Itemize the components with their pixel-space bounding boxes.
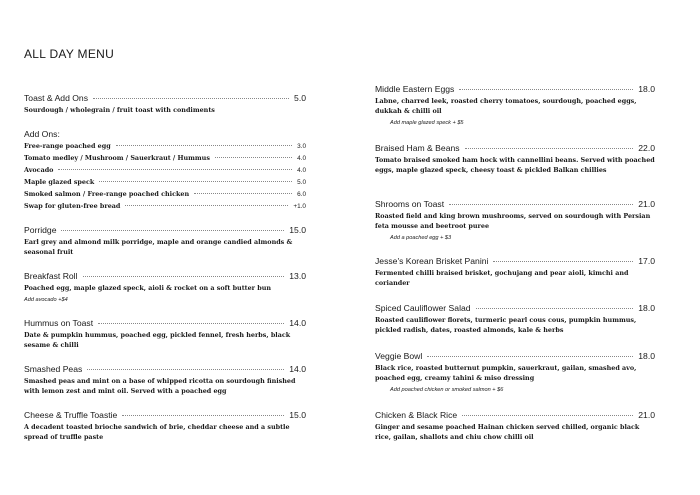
addon-price: 6.0: [297, 191, 306, 198]
addon-name: Smoked salmon / Free-range poached chicken: [24, 190, 190, 198]
addon-row: [24, 142, 306, 150]
item-name: Shrooms on Toast: [375, 199, 445, 209]
leader-dots: [125, 205, 288, 206]
item-name: Smashed Peas: [24, 364, 83, 374]
item-price: 5.0: [294, 93, 306, 103]
item-price: 21.0: [638, 410, 655, 420]
addon-price: 4.0: [297, 167, 306, 174]
page-title: ALL DAY MENU: [24, 47, 115, 61]
item-price: 15.0: [289, 410, 306, 420]
addon-row: [24, 154, 306, 162]
addon-price: 5.0: [297, 179, 306, 186]
leader-dots: [93, 98, 289, 99]
item-name: Breakfast Roll: [24, 271, 78, 281]
menu-item-veggie-bowl: [375, 351, 655, 393]
leader-dots: [98, 323, 284, 324]
leader-dots: [493, 261, 633, 262]
addon-row: [24, 166, 306, 174]
menu-item-korean-brisket-panini: [375, 256, 655, 288]
leader-dots: [449, 204, 633, 205]
menu-item-hummus-toast: [24, 318, 306, 350]
item-price: 17.0: [638, 256, 655, 266]
addon-name: Free-range poached egg: [24, 142, 111, 150]
item-description: Sourdough / wholegrain / fruit toast with condiments: [24, 106, 215, 114]
addons-title: Add Ons:: [24, 129, 60, 139]
item-price: 18.0: [638, 351, 655, 361]
leader-dots: [116, 145, 292, 146]
item-name: Middle Eastern Eggs: [375, 84, 455, 94]
left-column: [24, 0, 306, 495]
item-description: Tomato braised smoked ham hock with cannellini beans. Served with poached eggs, maple glazed speck, cheesy toast & pickled Balkan chillies: [375, 156, 655, 174]
leader-dots: [87, 369, 284, 370]
leader-dots: [61, 230, 284, 231]
menu-item-middle-eastern-eggs: [375, 84, 655, 126]
item-price: 22.0: [638, 143, 655, 153]
addon-row: [24, 202, 306, 210]
item-name: Hummus on Toast: [24, 318, 94, 328]
item-price: 18.0: [638, 303, 655, 313]
leader-dots: [99, 181, 292, 182]
leader-dots: [465, 148, 634, 149]
leader-dots: [58, 169, 292, 170]
menu-item-smashed-peas: [24, 364, 306, 396]
menu-item-toast: [24, 93, 306, 115]
leader-dots: [215, 157, 292, 158]
menu-item-braised-ham-beans: [375, 143, 655, 175]
right-column: [375, 0, 655, 495]
item-description: Ginger and sesame poached Hainan chicken served chilled, organic black rice, gailan, shallots and chiu chow chilli oil: [375, 423, 640, 441]
addon-row: [24, 190, 306, 198]
menu-item-chicken-black-rice: [375, 410, 655, 442]
addon-price: +1.0: [293, 203, 306, 210]
item-name: Braised Ham & Beans: [375, 143, 460, 153]
item-price: 21.0: [638, 199, 655, 209]
addon-name: Maple glazed speck: [24, 178, 95, 186]
addon-name: Avocado: [24, 166, 54, 174]
addon-name: Swap for gluten-free bread: [24, 202, 121, 210]
item-price: 14.0: [289, 364, 306, 374]
addon-name: Tomato medley / Mushroom / Sauerkraut / Hummus: [24, 154, 210, 162]
item-description: Fermented chilli braised brisket, gochujang and pear aioli, kimchi and coriander: [375, 269, 629, 287]
item-description: Roasted field and king brown mushrooms, served on sourdough with Persian feta mousse and beetroot puree: [375, 212, 651, 230]
menu-item-cheese-truffle-toastie: [24, 410, 306, 442]
item-addon-note: Add poached chicken or smoked salmon + $6: [390, 387, 504, 393]
leader-dots: [459, 89, 633, 90]
menu-item-spiced-cauliflower-salad: [375, 303, 655, 335]
item-name: Toast & Add Ons: [24, 93, 89, 103]
leader-dots: [462, 415, 633, 416]
item-description: Earl grey and almond milk porridge, maple and orange candied almonds & seasonal fruit: [24, 238, 293, 256]
item-price: 14.0: [289, 318, 306, 328]
item-description: Date & pumpkin hummus, poached egg, pickled fennel, fresh herbs, black sesame & chilli: [24, 331, 291, 349]
item-name: Porridge: [24, 225, 57, 235]
leader-dots: [476, 308, 634, 309]
item-name: Veggie Bowl: [375, 351, 423, 361]
leader-dots: [194, 193, 292, 194]
item-description: Labne, charred leek, roasted cherry tomatoes, sourdough, poached eggs, dukkah & chilli oil: [375, 97, 637, 115]
item-addon-note: Add a poached egg + $3: [390, 235, 452, 241]
item-addon-note: Add maple glazed speck + $5: [390, 120, 464, 126]
item-name: Jesse's Korean Brisket Panini: [375, 256, 489, 266]
leader-dots: [122, 415, 284, 416]
addon-price: 3.0: [297, 143, 306, 150]
item-description: Black rice, roasted butternut pumpkin, sauerkraut, gailan, smashed avo, poached egg, creamy tahini & miso dressing: [375, 364, 637, 382]
leader-dots: [427, 356, 633, 357]
item-description: Roasted cauliflower florets, turmeric pearl cous cous, pumpkin hummus, pickled radish, dates, roasted almonds, kale & herbs: [375, 316, 637, 334]
item-price: 15.0: [289, 225, 306, 235]
item-price: 13.0: [289, 271, 306, 281]
item-description: A decadent toasted brioche sandwich of brie, cheddar cheese and a subtle spread of truffle paste: [24, 423, 290, 441]
leader-dots: [83, 276, 285, 277]
addon-price: 4.0: [297, 155, 306, 162]
menu-item-shrooms-toast: [375, 199, 655, 241]
menu-item-breakfast-roll: [24, 271, 306, 303]
item-name: Chicken & Black Rice: [375, 410, 458, 420]
item-description: Poached egg, maple glazed speck, aioli & rocket on a soft butter bun: [24, 284, 272, 292]
item-name: Cheese & Truffle Toastie: [24, 410, 118, 420]
item-name: Spiced Cauliflower Salad: [375, 303, 471, 313]
item-description: Smashed peas and mint on a base of whipped ricotta on sourdough finished with lemon zest and mint oil. Served with a poached egg: [24, 377, 296, 395]
menu-item-porridge: [24, 225, 306, 257]
item-addon-note: Add avocado +$4: [24, 297, 68, 303]
item-price: 18.0: [638, 84, 655, 94]
addon-row: [24, 178, 306, 186]
